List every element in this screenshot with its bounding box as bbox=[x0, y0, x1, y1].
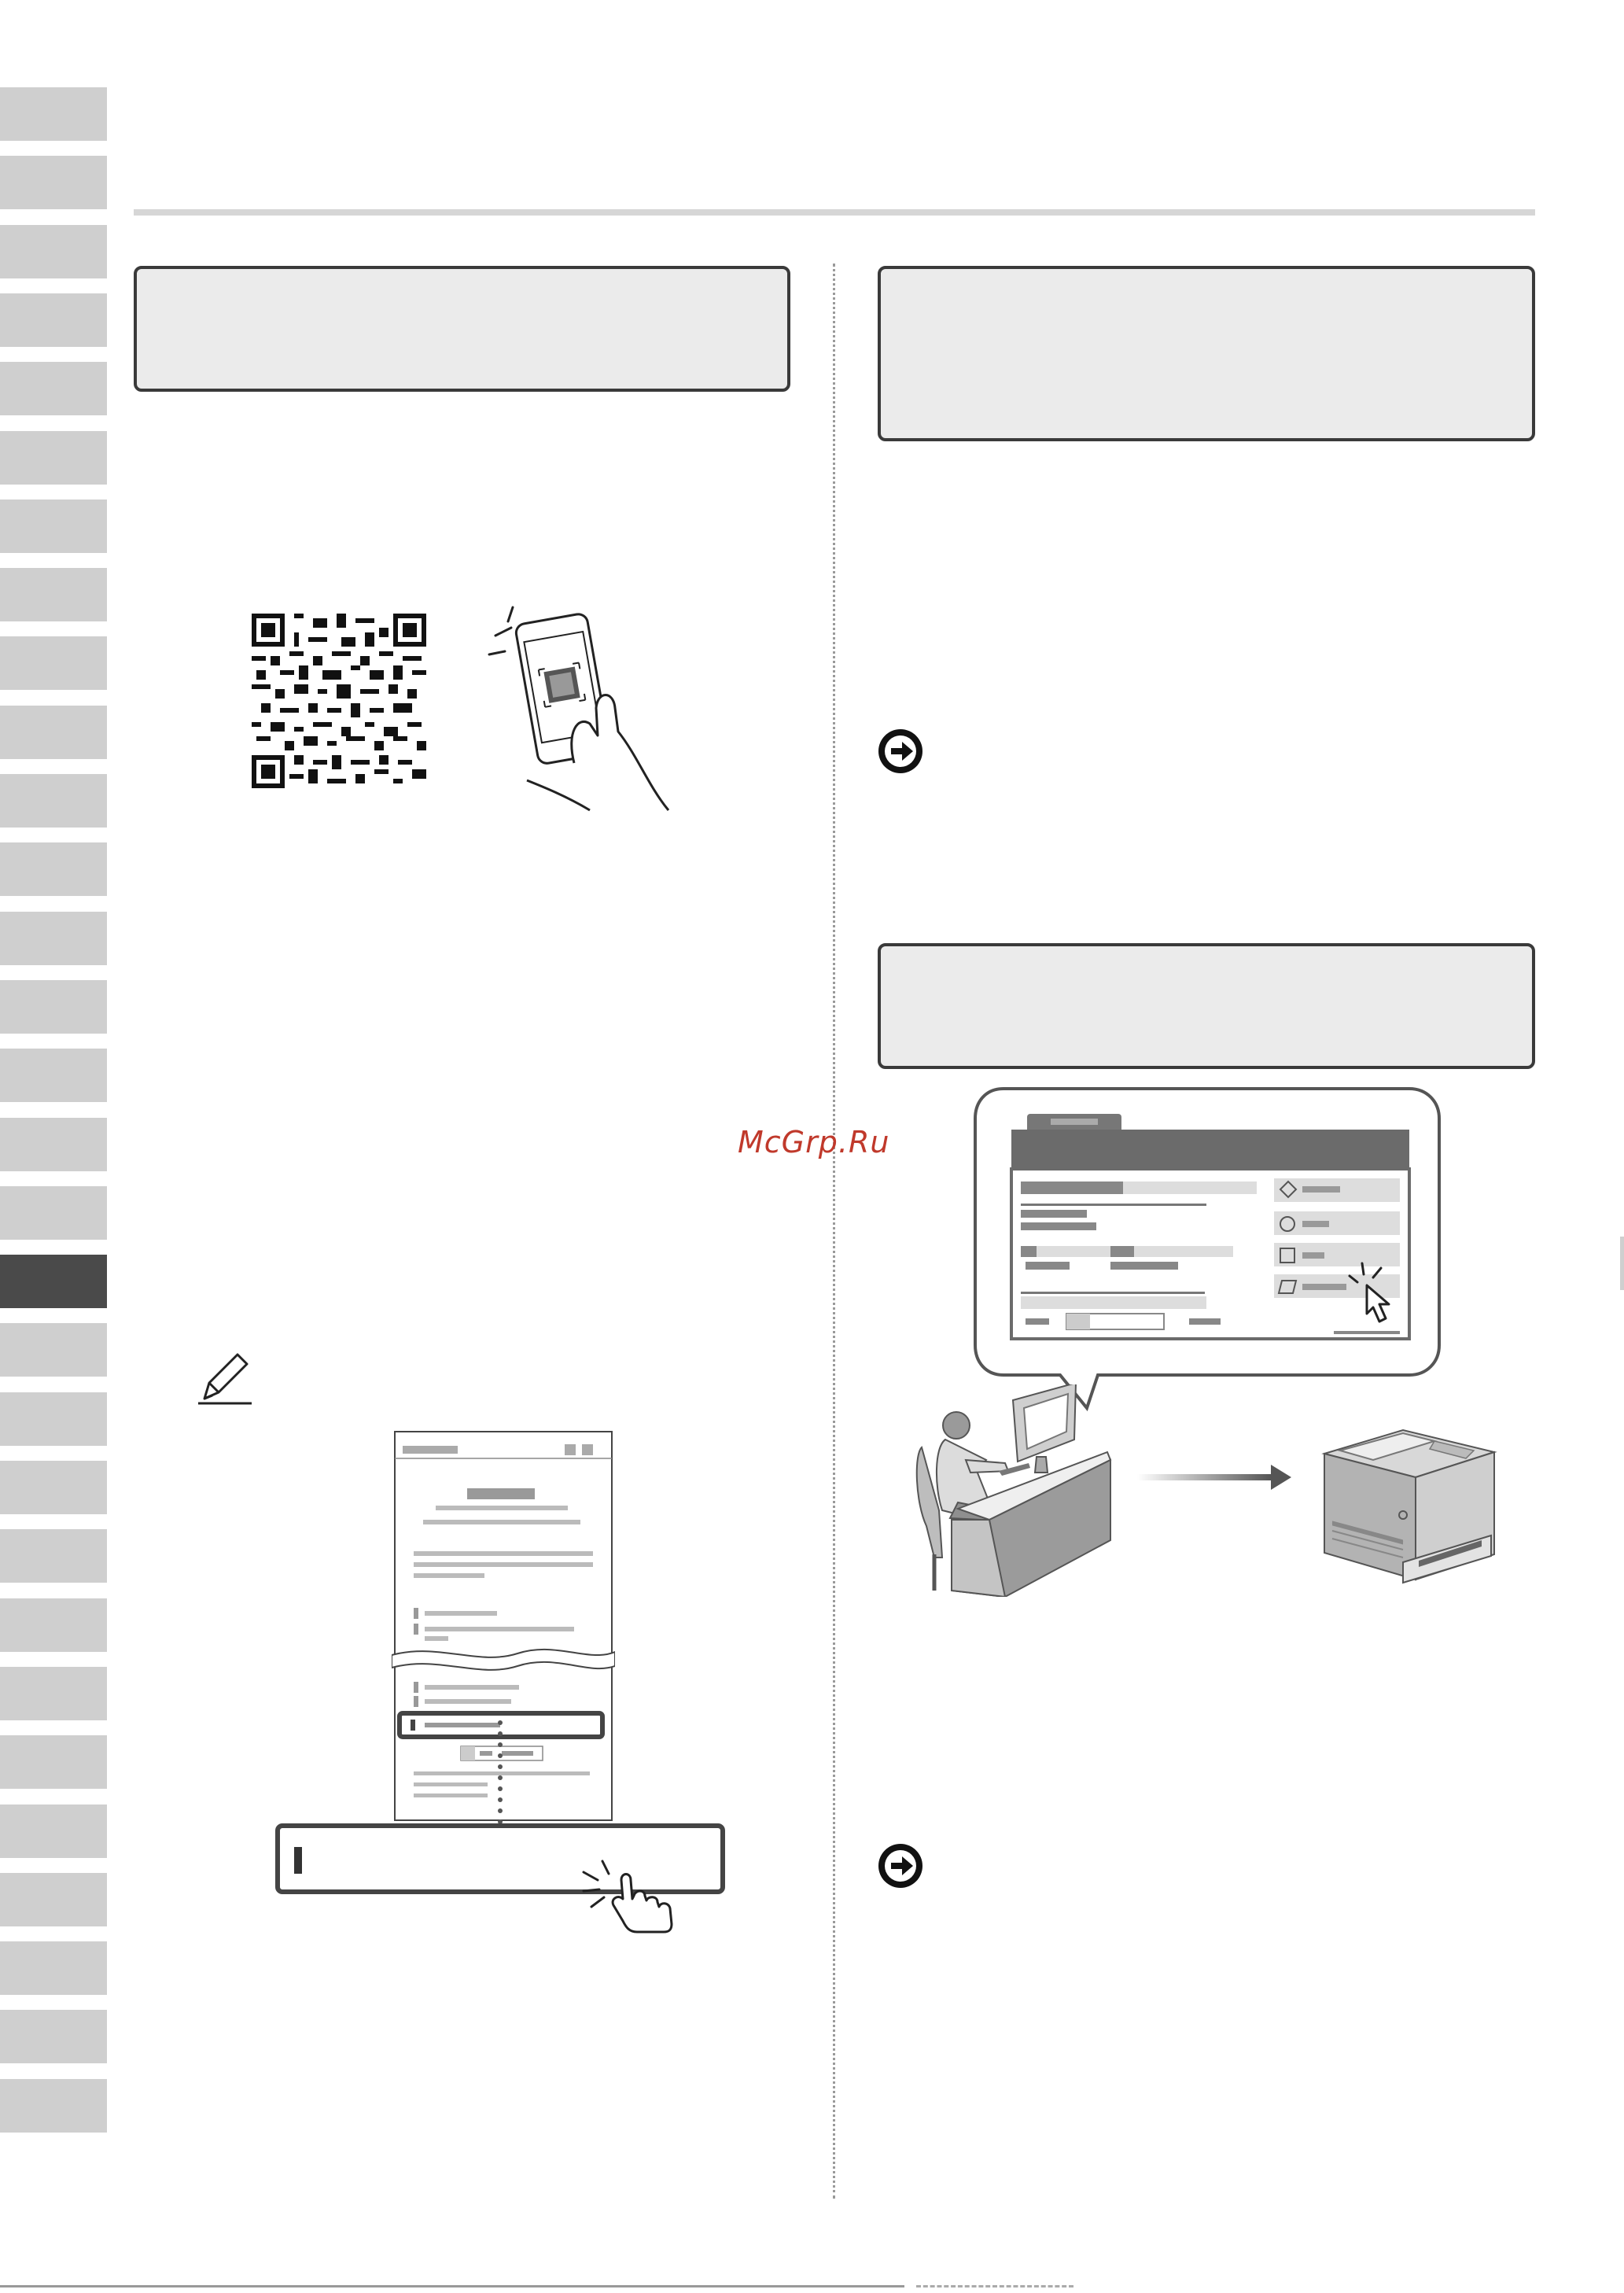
person-at-computer-icon bbox=[911, 1384, 1121, 1597]
language-tab[interactable] bbox=[0, 1805, 107, 1858]
language-tab[interactable] bbox=[0, 774, 107, 828]
watermark: McGrp.Ru bbox=[738, 1125, 890, 1159]
language-tab[interactable] bbox=[0, 431, 107, 485]
heading-box-right-top bbox=[878, 266, 1535, 441]
language-tab[interactable] bbox=[0, 980, 107, 1034]
language-tab[interactable] bbox=[0, 2079, 107, 2133]
arrow-right-circle-icon bbox=[877, 728, 924, 775]
language-tab[interactable] bbox=[0, 1392, 107, 1446]
language-tab[interactable] bbox=[0, 1255, 107, 1308]
language-tab[interactable] bbox=[0, 1529, 107, 1583]
arrow-right-circle-icon bbox=[877, 1842, 924, 1889]
language-tab[interactable] bbox=[0, 706, 107, 759]
footer-dash bbox=[916, 2285, 1073, 2290]
language-tab[interactable] bbox=[0, 1118, 107, 1171]
language-tab[interactable] bbox=[0, 156, 107, 209]
header-rule bbox=[134, 209, 1535, 216]
footer-rule bbox=[0, 2285, 904, 2287]
connection-arrow-icon bbox=[1137, 1462, 1291, 1493]
highlighted-entry-illustration bbox=[275, 1823, 731, 1934]
language-tab[interactable] bbox=[0, 912, 107, 965]
language-tab[interactable] bbox=[0, 842, 107, 896]
column-divider bbox=[833, 264, 835, 2199]
language-tab[interactable] bbox=[0, 1598, 107, 1652]
language-tab[interactable] bbox=[0, 500, 107, 553]
language-tab[interactable] bbox=[0, 293, 107, 347]
language-tab[interactable] bbox=[0, 362, 107, 415]
language-tab[interactable] bbox=[0, 1941, 107, 1995]
language-tab[interactable] bbox=[0, 1461, 107, 1514]
printer-icon bbox=[1317, 1422, 1502, 1587]
language-tab[interactable] bbox=[0, 87, 107, 141]
heading-box-left bbox=[134, 266, 790, 392]
language-tab[interactable] bbox=[0, 225, 107, 278]
language-tab[interactable] bbox=[0, 1049, 107, 1102]
pencil-note-icon bbox=[197, 1347, 255, 1406]
heading-box-right-bottom bbox=[878, 943, 1535, 1069]
edge-marker bbox=[1620, 1237, 1624, 1290]
remote-ui-bubble-illustration bbox=[972, 1086, 1442, 1416]
qr-code-icon bbox=[252, 614, 426, 788]
language-tab[interactable] bbox=[0, 1735, 107, 1789]
language-tab[interactable] bbox=[0, 568, 107, 621]
phone-scan-icon bbox=[480, 598, 676, 818]
language-tab[interactable] bbox=[0, 2010, 107, 2063]
language-tab[interactable] bbox=[0, 1186, 107, 1240]
report-sheet-illustration bbox=[392, 1430, 615, 1823]
language-tab[interactable] bbox=[0, 1873, 107, 1926]
language-tab[interactable] bbox=[0, 1667, 107, 1720]
language-tab[interactable] bbox=[0, 636, 107, 690]
language-tab[interactable] bbox=[0, 1323, 107, 1377]
